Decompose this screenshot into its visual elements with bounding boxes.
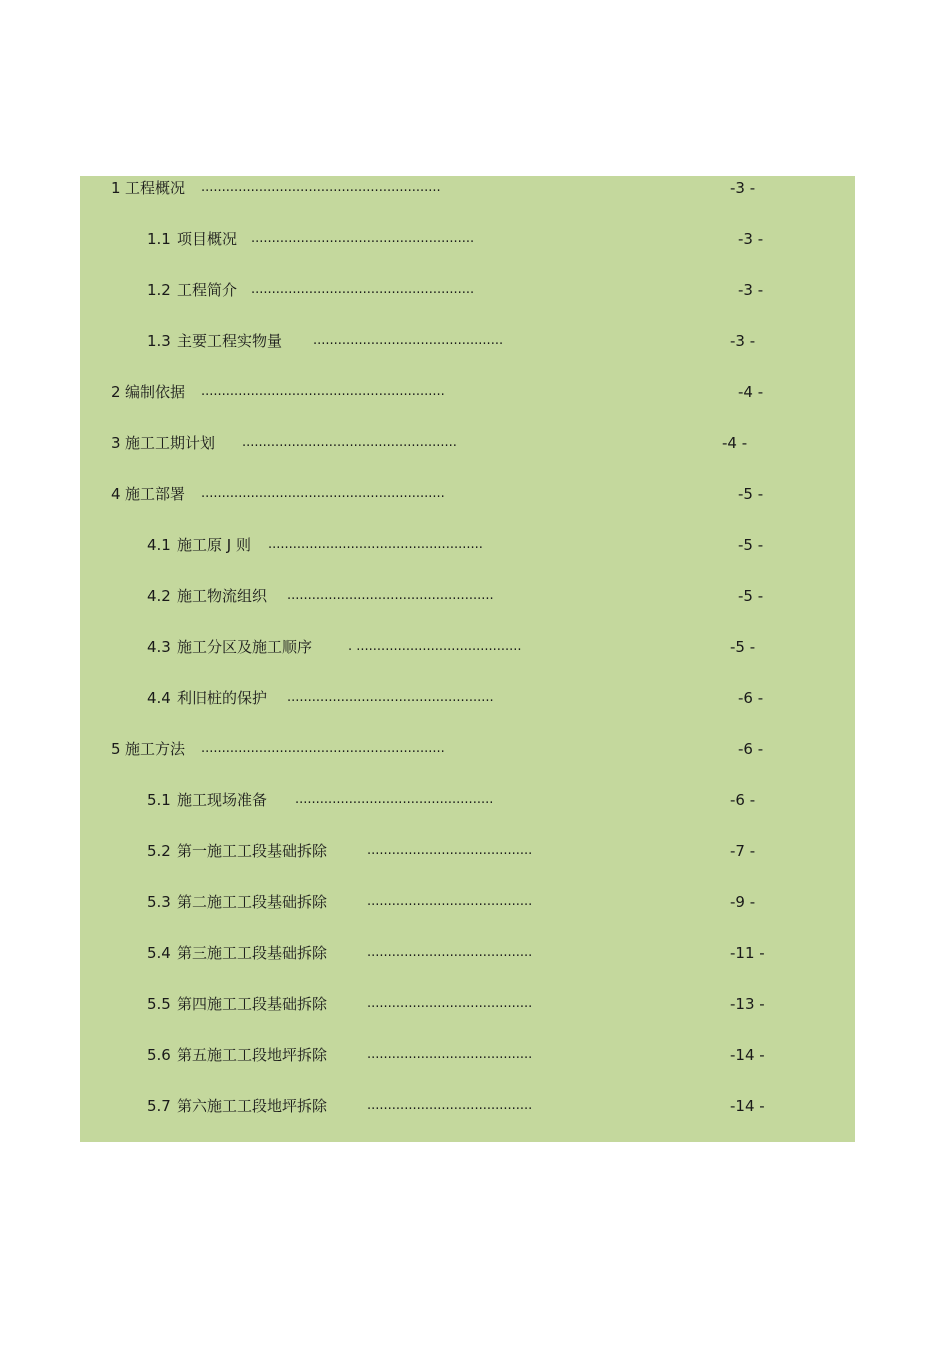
- toc-title: 施工工期计划: [125, 434, 216, 452]
- toc-number: 5.4: [147, 944, 171, 962]
- toc-entry-4-1[interactable]: [80, 533, 855, 557]
- toc-title: 编制依据: [125, 383, 186, 401]
- toc-entry-5-2[interactable]: [80, 839, 855, 863]
- toc-entry-5-6[interactable]: [80, 1043, 855, 1067]
- toc-page-number: -14 -: [730, 1046, 765, 1064]
- toc-page-number: -11 -: [730, 944, 765, 962]
- toc-page-number: -4 -: [738, 383, 764, 401]
- toc-page-number: -3 -: [730, 332, 756, 350]
- toc-leader-dots: ......................................................: [251, 282, 475, 297]
- toc-number: 1.1: [147, 230, 171, 248]
- toc-title: 主要工程实物量: [177, 332, 283, 350]
- toc-leader-dots: ..................................................: [287, 588, 494, 603]
- toc-number: 1: [111, 179, 121, 197]
- toc-page-number: -4 -: [722, 434, 748, 452]
- toc-leader-dots: ........................................: [367, 945, 533, 960]
- toc-number: 5: [111, 740, 121, 758]
- toc-title: 项目概况: [177, 230, 238, 248]
- toc-leader-dots: ......................................................: [251, 231, 475, 246]
- toc-page-number: -14 -: [730, 1097, 765, 1115]
- toc-page-number: -13 -: [730, 995, 765, 1013]
- toc-page-number: -6 -: [738, 689, 764, 707]
- toc-entry-4-2[interactable]: [80, 584, 855, 608]
- toc-entry-4-3[interactable]: [80, 635, 855, 659]
- toc-leader-dots: ..........................................................: [201, 180, 441, 195]
- toc-page-number: -5 -: [730, 638, 756, 656]
- toc-entry-5-7[interactable]: [80, 1094, 855, 1118]
- toc-page-number: -7 -: [730, 842, 756, 860]
- toc-title: 施工物流组织: [177, 587, 268, 605]
- toc-leader-dots: ................................................: [295, 792, 494, 807]
- toc-number: 2: [111, 383, 121, 401]
- toc-page-number: -5 -: [738, 485, 764, 503]
- toc-entry-1-1[interactable]: [80, 227, 855, 251]
- toc-title: 工程简介: [177, 281, 238, 299]
- toc-number: 3: [111, 434, 121, 452]
- toc-title: 工程概况: [125, 179, 186, 197]
- toc-leader-dots: ........................................: [367, 1098, 533, 1113]
- toc-number: 4.1: [147, 536, 171, 554]
- toc-number: 5.7: [147, 1097, 171, 1115]
- toc-title: 施工部署: [125, 485, 186, 503]
- toc-title: 施工现场准备: [177, 791, 268, 809]
- toc-title: 利旧桩的保护: [177, 689, 268, 707]
- toc-entry-1[interactable]: [80, 176, 855, 200]
- toc-page-number: -3 -: [738, 281, 764, 299]
- toc-page-number: -3 -: [738, 230, 764, 248]
- toc-title: 第五施工工段地坪拆除: [177, 1046, 328, 1064]
- toc-number: 1.2: [147, 281, 171, 299]
- toc-number: 5.2: [147, 842, 171, 860]
- toc-entry-5[interactable]: [80, 737, 855, 761]
- toc-leader-dots: ....................................................: [268, 537, 483, 552]
- toc-title: 施工方法: [125, 740, 186, 758]
- toc-entry-1-3[interactable]: [80, 329, 855, 353]
- toc-number: 5.6: [147, 1046, 171, 1064]
- toc-leader-dots: ........................................: [367, 996, 533, 1011]
- toc-number: 1.3: [147, 332, 171, 350]
- toc-entry-5-3[interactable]: [80, 890, 855, 914]
- toc-title: 第六施工工段地坪拆除: [177, 1097, 328, 1115]
- toc-leader-dots: ....................................................: [242, 435, 457, 450]
- toc-number: 4.2: [147, 587, 171, 605]
- toc-entry-5-4[interactable]: [80, 941, 855, 965]
- toc-leader-dots: ........................................: [367, 894, 533, 909]
- toc-number: 4: [111, 485, 121, 503]
- toc-leader-dots: ...........................................................: [201, 486, 445, 501]
- toc-page-number: -5 -: [738, 587, 764, 605]
- toc-entry-2[interactable]: [80, 380, 855, 404]
- toc-title: 第三施工工段基础拆除: [177, 944, 328, 962]
- toc-entry-4[interactable]: [80, 482, 855, 506]
- toc-page-number: -3 -: [730, 179, 756, 197]
- toc-title: 第二施工工段基础拆除: [177, 893, 328, 911]
- toc-page-number: -6 -: [738, 740, 764, 758]
- toc-page-number: -6 -: [730, 791, 756, 809]
- toc-leader-dots: ........................................: [367, 843, 533, 858]
- toc-title: 第一施工工段基础拆除: [177, 842, 328, 860]
- toc-title: 施工原 J 则: [177, 536, 251, 554]
- toc-leader-dots: ........................................: [367, 1047, 533, 1062]
- table-of-contents: [80, 176, 855, 1142]
- toc-leader-dots: . ........................................: [348, 639, 522, 654]
- toc-number: 5.5: [147, 995, 171, 1013]
- toc-leader-dots: ...........................................................: [201, 384, 445, 399]
- toc-entry-5-1[interactable]: [80, 788, 855, 812]
- toc-page-number: -5 -: [738, 536, 764, 554]
- toc-page-number: -9 -: [730, 893, 756, 911]
- toc-entry-1-2[interactable]: [80, 278, 855, 302]
- toc-number: 4.3: [147, 638, 171, 656]
- toc-title: 第四施工工段基础拆除: [177, 995, 328, 1013]
- toc-leader-dots: ...........................................................: [201, 741, 445, 756]
- toc-leader-dots: ..................................................: [287, 690, 494, 705]
- toc-number: 5.1: [147, 791, 171, 809]
- toc-number: 4.4: [147, 689, 171, 707]
- toc-leader-dots: ..............................................: [313, 333, 504, 348]
- toc-number: 5.3: [147, 893, 171, 911]
- toc-title: 施工分区及施工顺序: [177, 638, 313, 656]
- toc-entry-5-5[interactable]: [80, 992, 855, 1016]
- toc-entry-3[interactable]: [80, 431, 855, 455]
- toc-entry-4-4[interactable]: [80, 686, 855, 710]
